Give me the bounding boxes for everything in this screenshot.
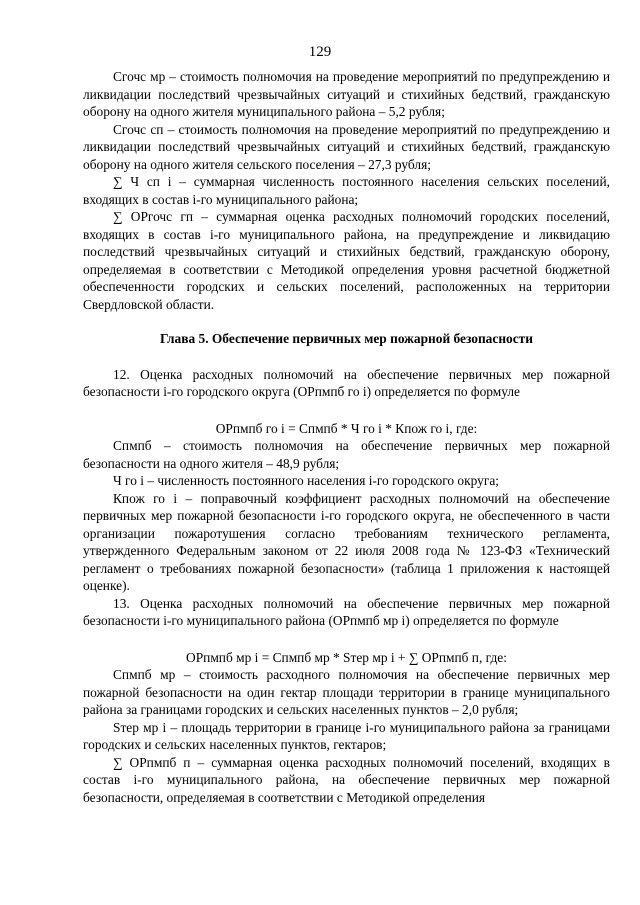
chapter-heading: Глава 5. Обеспечение первичных мер пожарной безопасности (160, 331, 533, 346)
formula-orpmpb-mr: ОРпмпб мр i = Спмпб мр * Sтер мр i + ∑ ОРпмпб п, где: (186, 649, 507, 665)
paragraph-sum-ch-sp: ∑ Ч сп i – суммарная численность постоянного населения сельских поселений, входящих в состав i-го муниципального района; (83, 174, 610, 207)
document-body (83, 68, 610, 806)
paragraph-sgochs-sp: Сгочс сп – стоимость полномочия на проведение мероприятий по предупреждению и ликвидации последствий чрезвычайных ситуаций и стихийных бедствий, гражданскую оборону на одного жителя сельского поселения – 27,3 рубля; (83, 121, 610, 172)
paragraph-sgochs-mr: Сгочс мр – стоимость полномочия на проведение мероприятий по предупреждению и ликвидации последствий чрезвычайных ситуаций и стихийных бедствий, гражданскую оборону на одного жителя муниципального района – 5,2 рубля; (83, 69, 610, 119)
paragraph-spmpb-mr: Спмпб мр – стоимость расходного полномочия на обеспечение первичных мер пожарной безопасности на один гектар площади территории в границе муниципального района за границами городских и сельских населенных пунктов – 2,0 рубля; (83, 667, 610, 717)
paragraph-spmpb: Спмпб – стоимость полномочия на обеспечение первичных мер пожарной безопасности на одного жителя – 48,9 рубля; (83, 438, 610, 471)
paragraph-sum-orpmpb-p: ∑ ОРпмпб п – суммарная оценка расходных полномочий поселений, входящих в состав i-го муниципального района, на обеспечение первичных мер пожарной безопасности, определяемая в соответствии с Методикой определения (83, 754, 610, 805)
formula-orpmpb-go: ОРпмпб го i = Спмпб * Ч го i * Кпож го i, где: (215, 420, 478, 436)
page-number: 129 (308, 44, 332, 60)
paragraph-ch-go: Ч го i – численность постоянного населения i-го городского округа; (113, 473, 499, 488)
paragraph-kpozh-go: Кпож го i – поправочный коэффициент расходных полномочий на обеспечение первичных мер пожарной безопасности i-го городского округа, не обеспеченного в части организации пожаротушения согласно требованиям технического регламента, утвержденного Федеральным законом от 22 июля 2008 года № 123-ФЗ «Технический регламент о требованиях пожарной безопасности» (таблица 1 приложения к настоящей оценке). (83, 490, 610, 593)
paragraph-13: 13. Оценка расходных полномочий на обеспечение первичных мер пожарной безопасности i-го муниципального района (ОРпмпб мр i) определяется по формуле (83, 595, 610, 628)
paragraph-sum-orgochs-gp: ∑ ОРгочс гп – суммарная оценка расходных полномочий городских поселений, входящих в состав i-го муниципального района, на предупреждение и ликвидацию последствий чрезвычайных ситуаций и стихийных бедствий, гражданскую оборону, определяемая в соответствии с Методикой определения уровня расчетной бюджетной обеспеченности городских и сельских поселений, расположенных на территории Свердловской области. (83, 209, 610, 312)
paragraph-ster-mr: Sтер мр i – площадь территории в границе i-го муниципального района за границами городских и сельских населенных пунктов, гектаров; (83, 719, 610, 752)
paragraph-12: 12. Оценка расходных полномочий на обеспечение первичных мер пожарной безопасности i-го городского округа (ОРпмпб го i) определяется по формуле (83, 366, 610, 399)
